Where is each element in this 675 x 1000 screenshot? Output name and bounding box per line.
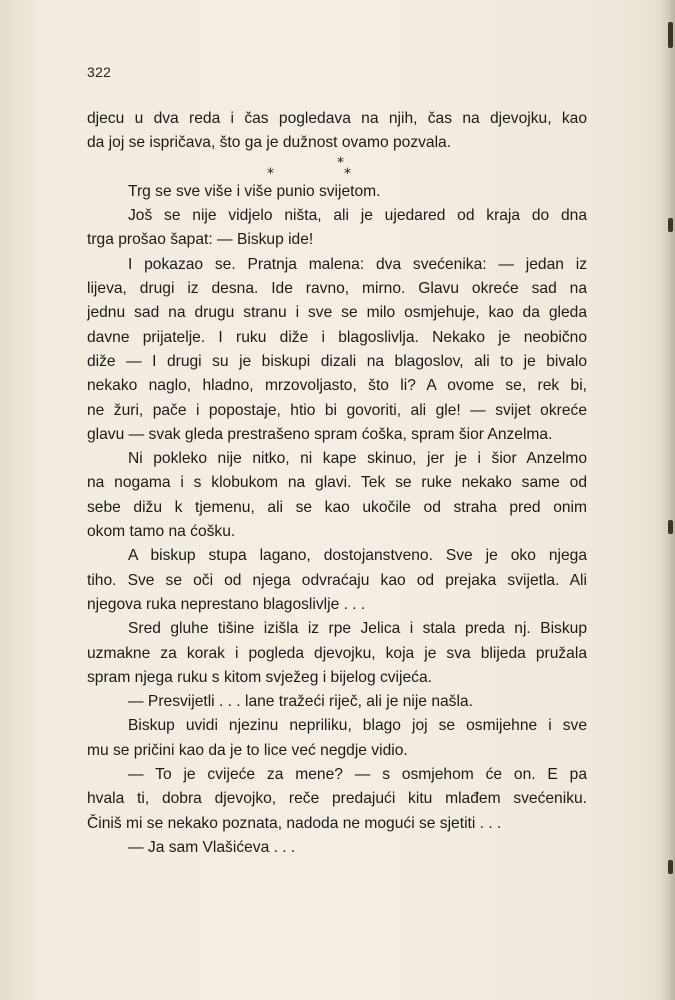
text-line: uzmakne za korak i pogleda djevojku, koja je sva blijeda pružala: [87, 644, 587, 662]
text-line: nekako naglo, hladno, mrzovoljasto, što li? A ovome se, rek bi,: [87, 377, 587, 395]
asterisk: *: [267, 165, 274, 182]
text-line: Ni pokleko nije nitko, ni kape skinuo, jer je i šior Anzelmo: [128, 450, 587, 468]
text-line: jednu sad na drugu stranu i sve se milo osmjehuje, kao da gleda: [87, 304, 587, 322]
text-line: trga prošao šapat: — Biskup ide!: [87, 231, 314, 249]
text-line: hvala ti, dobra djevojko, reče predajući kitu mlađem svećeniku.: [87, 790, 587, 808]
text-line: davne prijatelje. I ruku diže i blagoslivlja. Nekako je neobično: [87, 328, 587, 346]
text-line: A biskup stupa lagano, dostojanstveno. Sve je oko njega: [128, 547, 587, 565]
text-line: I pokazao se. Pratnja malena: dva svećenika: — jedan iz: [128, 255, 587, 273]
text-line: lijeva, drugi iz desna. Ide ravno, mirno. Glavu okreće sad na: [87, 280, 587, 298]
text-line: sebe dižu k tjemenu, ali se kao ukočile od straha pred onim: [87, 498, 587, 516]
text-line: Trg se sve više i više punio svijetom.: [128, 182, 381, 200]
page-edge-shadow: [659, 0, 675, 1000]
text-line: Činiš mi se nekako poznata, nadoda ne mogući se sjetiti . . .: [87, 814, 502, 832]
text-line: njegova ruka neprestano blagoslivlje . . .: [87, 595, 366, 613]
text-line: Sred gluhe tišine izišla iz rpe Jelica i stala preda nj. Biskup: [128, 620, 587, 638]
binding-mark: [668, 218, 673, 232]
section-break-asterism: [87, 156, 587, 180]
text-line: djecu u dva reda i čas pogledava na njih, čas na djevojku, kao: [87, 110, 587, 127]
text-line: da joj se ispričava, što ga je dužnost ovamo pozvala.: [87, 134, 452, 152]
text-line: Još se nije vidjelo ništa, ali je ujedared od kraja do dna: [128, 207, 587, 225]
text-line: ne žuri, pače i popostaje, htio bi govoriti, ali gle! — svijet okreće: [87, 401, 587, 419]
text-line: tiho. Sve se oči od njega odvraćaju kao od prejaka svijetla. Ali: [87, 571, 587, 589]
body-text: [87, 107, 587, 860]
text-line: diže — I drugi su je biskupi dizali na blagoslov, ali to je bivalo: [87, 352, 587, 370]
text-line: spram njega ruku s kitom svježeg i bijelog cvijeća.: [87, 668, 432, 686]
text-line: mu se pričini kao da je to lice već negdje vidio.: [87, 741, 408, 759]
binding-mark: [668, 520, 673, 534]
asterisk: *: [337, 154, 344, 171]
text-line: — Ja sam Vlašićeva . . .: [128, 838, 296, 856]
binding-mark: [668, 860, 673, 874]
text-line: glavu — svak gleda prestrašeno spram ćoška, spram šior Anzelma.: [87, 425, 553, 443]
text-line: okom tamo na ćošku.: [87, 523, 236, 541]
text-line: na nogama i s klobukom na glavi. Tek se ruke nekako same od: [87, 474, 587, 492]
text-line: Biskup uvidi njezinu nepriliku, blago joj se osmijehne i sve: [128, 717, 587, 735]
text-line: — Presvijetli . . . lane tražeći riječ, ali je nije našla.: [128, 693, 473, 711]
asterisk: *: [344, 165, 351, 182]
text-line: — To je cvijeće za mene? — s osmjehom će on. E pa: [128, 766, 587, 784]
binding-mark: [668, 22, 673, 48]
page-number: 322: [87, 64, 112, 80]
